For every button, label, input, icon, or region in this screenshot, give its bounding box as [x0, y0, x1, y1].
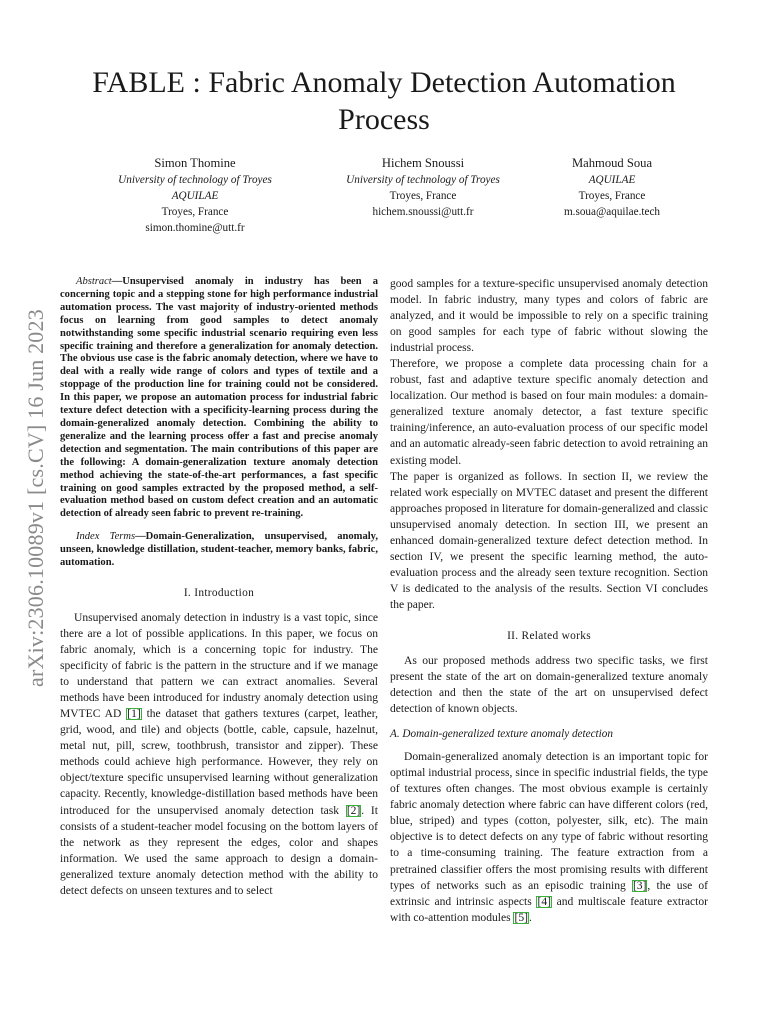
author-email[interactable]: hichem.snoussi@utt.fr [372, 206, 474, 218]
abstract-text: —Unsupervised anomaly in industry has been a concerning topic and a stepping stone for high performance industrial automation process. The vast majority of industry-oriented methods focus on learning from good samples to detect anomaly notwithstanding some specific industrial scenario requiring even less specific training and therefore a generalization for anomaly detection. The obvious use case is the fabric anomaly detection, where we have to deal with a really wide range of colors and types of textile and a stoppage of the production line for training could not be considered. In this paper, we propose an automation process for industrial fabric texture defect detection with a specificity-learning process during the domain-generalized anomaly detection. Combining the ability to generalize and the learning process offer a fast and precise anomaly detection and segmentation. The main contributions of this paper are the following: A domain-generalization texture anomaly detection method achieving the state-of-the-art performances, a fast specific training on good samples extracted by the proposed method, a self-evaluation method based on custom defect creation and an automatic detection of already seen fabric to prevent re-training. [60, 276, 378, 520]
arxiv-identifier-stamp[interactable]: arXiv:2306.10089v1 [cs.CV] 16 Jun 2023 [23, 309, 48, 687]
abstract [60, 276, 378, 521]
intro-paragraph-1 [60, 610, 378, 899]
section-heading-introduction: I. Introduction [183, 586, 255, 599]
author-location: Troyes, France [161, 206, 229, 218]
paragraph-text: the dataset that gathers textures (carpet, leather, grid, wood, and tile) and objects (bottle, cable, capsule, hazelnut, metal nut, pill, screw, toothbrush, transistor and zipper). These methods could achieve high performance. However, they rely on object/texture specific unsupervised learning without generalization capacity. Recently, knowledge-distillation based methods have been introduced for the unsupervised anomaly detection task [60, 708, 378, 817]
citation-link[interactable]: [2] [346, 804, 361, 817]
author-2 [328, 154, 518, 220]
citation-link[interactable]: [4] [537, 895, 551, 908]
author-location: Troyes, France [578, 190, 646, 202]
citation-link[interactable]: [1] [127, 708, 141, 721]
paragraph-text: Domain-generalized anomaly detection is an important topic for optimal industrial process, since in specific industrial fields, the type of textures often changes. The most obvious example is certainly fabric anomaly detection where fabric can have different colors (red, blue, striped) and types (cotton, polyester, silk, etc). The main objective is to detect defects on any type of fabric without resorting to a time-consuming training. The feature extraction from a pretrained classifier offers the most promising results with different types of networks such as an episodic training [390, 751, 708, 892]
abstract-label: Abstract [76, 276, 112, 287]
index-terms [60, 531, 378, 570]
paragraph-text: . [528, 911, 532, 924]
paragraph-text: and multiscale feature extractor with co-attention modules [390, 895, 708, 924]
section-heading-related-works: II. Related works [507, 629, 591, 642]
index-terms-text: —Domain-Generalization, unsupervised, anomaly, unseen, knowledge distillation, student-teacher, memory banks, fabric, automation. [60, 531, 378, 569]
citation-link[interactable]: [5] [514, 911, 528, 924]
intro-paragraph-4: The paper is organized as follows. In section II, we review the related work especially on MVTEC dataset and present the different approaches proposed in literature for domain-generalized and classic unsupervised anomaly detection. In section III, we present an enhanced domain-generalized texture defect detection method. In section IV, we present the specific learning method, the auto-evaluation process and the already seen texture recognition. Section V is dedicated to the analysis of the results. Section VI concludes the paper. [390, 470, 708, 611]
author-affiliation: University of technology of Troyes [346, 174, 500, 186]
paragraph-text: , the use of extrinsic and intrinsic aspects [390, 879, 709, 908]
index-terms-label: Index Terms [76, 531, 136, 543]
author-email[interactable]: simon.thomine@utt.fr [145, 222, 245, 234]
left-column [60, 276, 378, 899]
subsection-heading: A. Domain-generalized texture anomaly detection [390, 728, 613, 741]
author-name: Mahmoud Soua [571, 156, 653, 170]
paragraph-text: Unsupervised anomaly detection in industry is a vast topic, since there are a lot of possible applications. In this paper, we focus on fabric anomaly, which is a concerning topic for industry. The specificity of fabric is the pattern in the structure and if we manage to understand that pattern we can extract anomalies. Several methods have been introduced for industry anomaly detection using MVTEC AD [60, 611, 378, 721]
author-3 [524, 154, 700, 220]
paper-title: FABLE : Fabric Anomaly Detection Automation Process [92, 66, 676, 136]
author-block [0, 154, 768, 244]
author-affiliation: University of technology of Troyes [118, 174, 272, 186]
citation-link[interactable]: [3] [632, 879, 647, 892]
author-1 [100, 154, 290, 236]
related-paragraph-1: As our proposed methods address two specific tasks, we first present the state of the art on domain-generalized texture anomaly detection and then the state of the art on unsupervised defect detection of known objects. [390, 654, 708, 716]
author-affiliation: AQUILAE [588, 174, 636, 186]
author-name: Simon Thomine [154, 156, 236, 170]
paragraph-text: . It consists of a student-teacher model focusing on the bottom layers of the network as they represent the edges, color and shapes information. We used the same approach to design a domain-generalized texture anomaly detection method with the ability to detect defects on unseen textures and to select [60, 804, 378, 897]
right-column [390, 276, 708, 926]
intro-paragraph-2: good samples for a texture-specific unsupervised anomaly detection model. In fabric industry, many types and colors of fabric are analyzed, and it would be impossible to rely on a specific training on good samples for each type of fabric without slowing the industrial process. [390, 278, 708, 355]
author-affiliation: AQUILAE [171, 190, 219, 202]
related-paragraph-2 [390, 749, 708, 926]
author-location: Troyes, France [389, 190, 457, 202]
author-name: Hichem Snoussi [381, 156, 465, 170]
intro-paragraph-3: Therefore, we propose a complete data processing chain for a robust, fast and adaptive texture specific anomaly detection and localization. Our method is based on four main modules: a domain-generalized texture anomaly detector, a fast texture specific training/inference, an auto-evaluation process of our specific model and an automatic already-seen fabric detection to avoid retraining an existing model. [390, 358, 708, 467]
author-email[interactable]: m.soua@aquilae.tech [563, 206, 661, 218]
